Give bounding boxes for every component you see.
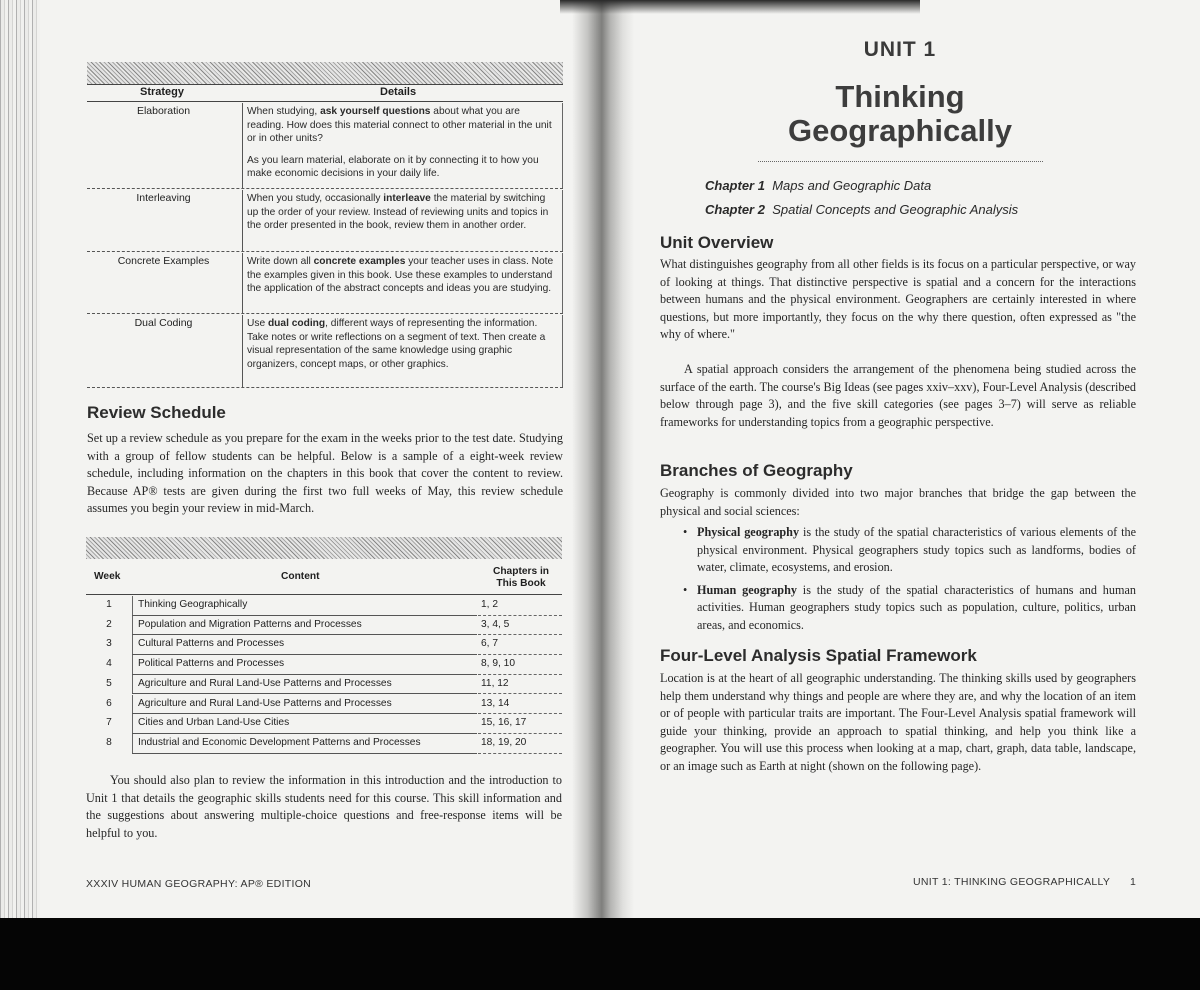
four-level-heading: Four-Level Analysis Spatial Framework	[660, 646, 977, 665]
strategy-name: Elaboration	[136, 105, 191, 117]
branches-intro: Geography is commonly divided into two major branches that bridge the gap between the physical and social sciences:	[660, 486, 1136, 518]
week-number: 1	[106, 599, 112, 610]
week-content: Cultural Patterns and Processes	[138, 638, 285, 650]
week-number: 2	[106, 618, 112, 630]
strategy-name: Concrete Examples	[117, 255, 210, 267]
week-chapters: 11, 12	[481, 677, 509, 689]
week-number: 7	[106, 717, 112, 729]
unit-overview-heading: Unit Overview	[660, 233, 774, 252]
week-number: 3	[106, 638, 112, 650]
list-item: • Human geography is the study of the spatial characteristics of humans and human activities. Human geographers study topics such as population, culture, politics, urban areas, and economics.	[683, 582, 1136, 635]
unit-title	[640, 80, 1160, 148]
chapter-1-line: Chapter 1 Maps and Geographic Data	[705, 178, 932, 193]
strategy-row-concrete-examples	[87, 253, 563, 314]
week-column-header: Week	[94, 571, 121, 582]
strategy-column-header: Strategy	[140, 86, 185, 98]
title-divider	[758, 161, 1043, 162]
table-row	[86, 616, 562, 636]
four-level-paragraph: Location is at the heart of all geographic understanding. The thinking skills used by geographers help them understand why things and people are where they are, and why the location of an item or of people with particular traits are important. The Four-Level Analysis spatial framework will guide your thinking, provide an approach to spatial thinking, and help you think like a geographer. You will use this process when looking at a map, chart, graph, data table, landscape, or an image such as Earth at night (shown on the following page).	[660, 671, 1136, 773]
unit-title-line-1: Thinking	[835, 79, 965, 114]
table-row	[86, 695, 562, 715]
review-schedule-paragraph: Set up a review schedule as you prepare for the exam in the weeks prior to the test date. Studying with a group of fellow students can be helpful. Below is a sample of a eight-week review schedule, including information on the chapters in this book that cover the content to review. Because AP® tests are given during the first two full weeks of May, this review schedule assumes you begin your review in mid-March.	[87, 431, 563, 515]
week-number: 8	[106, 736, 112, 748]
unit-label: UNIT 1	[863, 38, 937, 61]
week-chapters: 8, 9, 10	[481, 658, 515, 670]
table-row	[86, 635, 562, 655]
scan-background	[0, 918, 1200, 990]
week-chapters: 13, 14	[481, 697, 510, 709]
week-chapters: 1, 2	[481, 599, 498, 610]
week-content: Agriculture and Rural Land-Use Patterns and Processes	[138, 697, 392, 709]
week-table-banner	[86, 537, 562, 559]
branches-list	[683, 524, 1136, 639]
strategy-table-rule	[87, 101, 563, 102]
closing-paragraph: You should also plan to review the information in this introduction and the introduction to Unit 1 that details the geographic skills students need for this course. This skill information and the suggestions about answering multiple-choice questions and free-response items will be helpful to you.	[86, 773, 562, 840]
page-number: 1	[1130, 876, 1137, 888]
strategy-detail: Use dual coding, different ways of representing the information. Take notes or write reflections on a segment of text. Then create a visual representation of the same knowledge using graphic organizers, concept maps, or other graphics.	[247, 318, 546, 370]
week-content: Industrial and Economic Development Patterns and Processes	[138, 736, 421, 748]
unit-title-line-2: Geographically	[788, 113, 1012, 148]
week-number: 4	[106, 658, 112, 670]
week-number: 6	[106, 697, 112, 709]
unit-overview-paragraph-2: A spatial approach considers the arrangement of the phenomena being studied across the surface of the earth. The course's Big Ideas (see pages xxiv–xxv), Four-Level Analysis (described below through page 3), and the five skill categories (see pages 3–7) will serve as reliable frameworks for understanding topics from a geographic perspective.	[660, 362, 1136, 429]
review-schedule-heading: Review Schedule	[87, 403, 226, 422]
week-content: Population and Migration Patterns and Processes	[138, 618, 362, 630]
strategy-table-banner	[87, 62, 563, 84]
gutter-shadow	[560, 0, 920, 14]
week-chapters: 15, 16, 17	[481, 717, 527, 729]
week-chapters: 6, 7	[481, 638, 498, 650]
chapter-2-line: Chapter 2 Spatial Concepts and Geographic Analysis	[705, 202, 1019, 217]
book-gutter	[572, 0, 634, 918]
strategy-detail: When you study, occasionally interleave the material by switching up the order of your review. Instead of reviewing units and topics in the order presented in the book, review them in another order.	[247, 193, 549, 231]
week-content: Cities and Urban Land-Use Cities	[138, 717, 290, 729]
table-row	[86, 596, 562, 616]
week-content: Political Patterns and Processes	[138, 658, 285, 670]
strategy-detail: When studying, ask yourself questions about what you are reading. How does this material connect to other material in the unit or in other units? As you learn material, elaborate on it by connecting it to how you make economic decisions in your daily life.	[247, 106, 552, 179]
content-column-header: Content	[281, 571, 320, 582]
branches-heading: Branches of Geography	[660, 461, 853, 480]
details-column-header: Details	[380, 86, 417, 98]
week-content: Agriculture and Rural Land-Use Patterns and Processes	[138, 677, 392, 689]
strategy-row-elaboration	[87, 103, 563, 189]
strategy-detail: Write down all concrete examples your teacher uses in class. Note the examples given in this book. Use these examples to understand the application of the abstract concepts and ideas you are studying.	[247, 256, 554, 294]
left-page-footer: XXXIV HUMAN GEOGRAPHY: AP® EDITION	[86, 878, 312, 890]
table-row	[86, 675, 562, 695]
list-item: • Physical geography is the study of the spatial characteristics of various elements of the physical environment. Physical geographers study topics such as landforms, bodies of water, climate, ecosystems, and erosion.	[683, 524, 1136, 577]
strategy-row-interleaving	[87, 190, 563, 252]
right-page-footer: UNIT 1: THINKING GEOGRAPHICALLY	[913, 876, 1111, 888]
unit-overview-paragraph-1: What distinguishes geography from all other fields is its focus on a particular perspective, or way of looking at things. That distinctive perspective is spatial and a concern for the interactions between humans and the physical environment. Geographers are certainly interested in where questions, but more importantly, they focus on the why there question, often expressed as "the why of where."	[660, 257, 1136, 341]
week-content: Thinking Geographically	[138, 599, 248, 610]
week-number: 5	[106, 677, 112, 689]
week-chapters: 3, 4, 5	[481, 618, 510, 630]
strategy-name: Dual Coding	[134, 317, 193, 329]
table-row	[86, 734, 562, 754]
week-table	[86, 562, 562, 757]
strategy-table-header-rule	[87, 84, 563, 85]
chapters-column-header: Chapters in This Book	[492, 566, 550, 589]
strategy-name: Interleaving	[136, 192, 191, 204]
table-row	[86, 714, 562, 734]
week-chapters: 18, 19, 20	[481, 736, 527, 748]
strategy-row-dual-coding	[87, 315, 563, 388]
table-row	[86, 655, 562, 675]
page-edge-texture	[0, 0, 40, 918]
